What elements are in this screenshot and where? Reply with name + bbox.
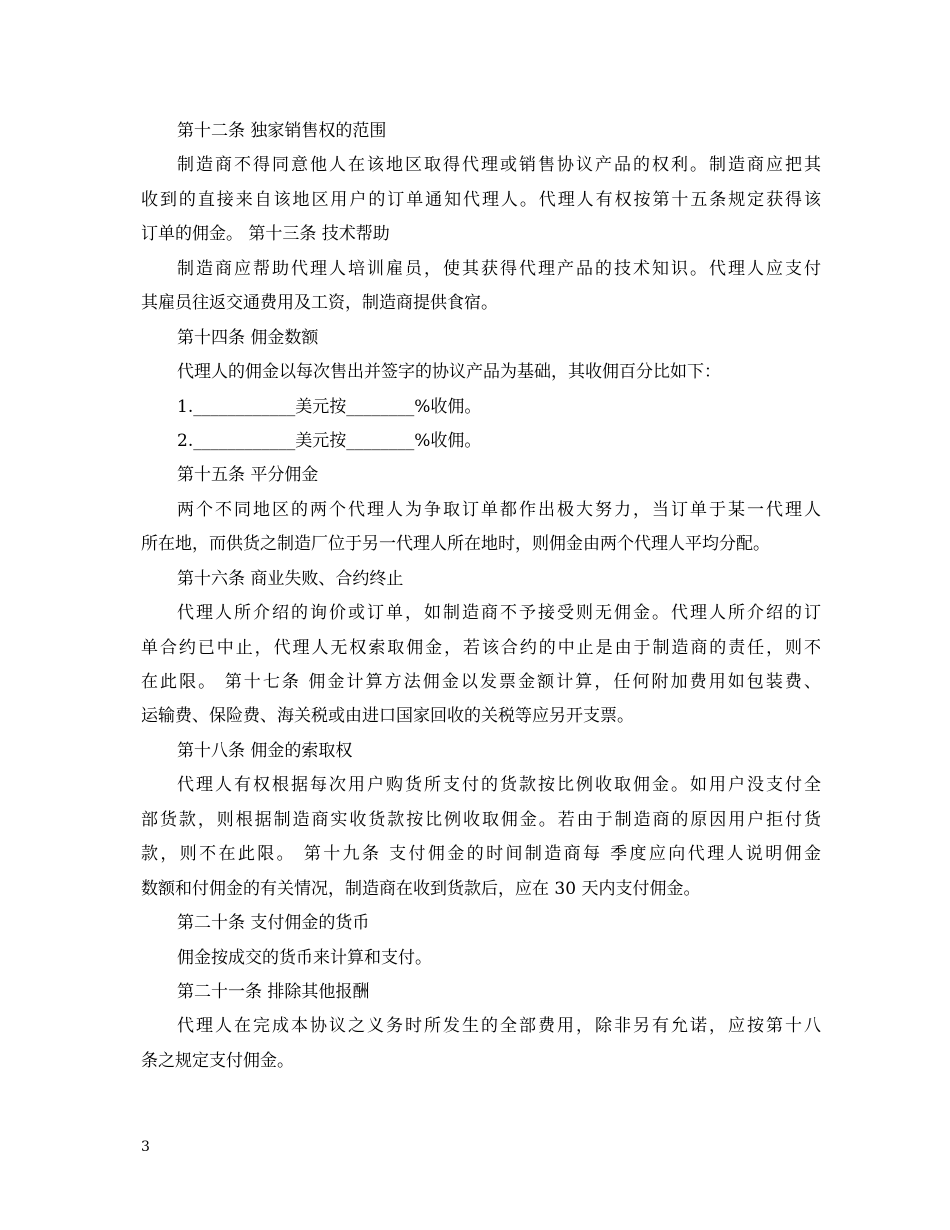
paragraph-line: 代理人所介绍的询价或订单，如制造商不予接受则无佣金。代理人所介绍的订 <box>177 603 821 624</box>
paragraph-line: 订单的佣金。 第十三条 技术帮助 <box>141 224 390 245</box>
paragraph-line: 单合约已中止，代理人无权索取佣金，若该合约的中止是由于制造商的责任，则不 <box>141 637 821 658</box>
paragraph-line: 其雇员往返交通费用及工资，制造商提供食宿。 <box>141 293 498 314</box>
document-body <box>141 116 821 1080</box>
article-heading: 第十四条 佣金数额 <box>177 327 319 348</box>
article-heading: 第十五条 平分佣金 <box>177 465 319 486</box>
article-heading: 第十八条 佣金的索取权 <box>177 740 353 761</box>
paragraph-line: 2.____________美元按________%收佣。 <box>177 430 482 451</box>
paragraph-line: 制造商不得同意他人在该地区取得代理或销售协议产品的权利。制造商应把其 <box>177 155 821 176</box>
paragraph-line: 两个不同地区的两个代理人为争取订单都作出极大努力，当订单于某一代理人 <box>177 499 821 520</box>
paragraph-line: 制造商应帮助代理人培训雇员，使其获得代理产品的技术知识。代理人应支付 <box>177 258 821 279</box>
page-number: 3 <box>141 1139 150 1155</box>
paragraph-line: 代理人在完成本协议之义务时所发生的全部费用，除非另有允诺，应按第十八 <box>177 1016 821 1037</box>
paragraph-line: 在此限。 第十七条 佣金计算方法佣金以发票金额计算，任何附加费用如包装费、 <box>141 672 821 692</box>
article-heading: 第二十条 支付佣金的货币 <box>177 913 370 934</box>
paragraph-line: 1.____________美元按________%收佣。 <box>177 396 482 417</box>
paragraph-line: 代理人的佣金以每次售出并签字的协议产品为基础，其收佣百分比如下： <box>177 362 721 383</box>
paragraph-line: 收到的直接来自该地区用户的订单通知代理人。代理人有权按第十五条规定获得该 <box>141 189 821 210</box>
paragraph-line: 佣金按成交的货币来计算和支付。 <box>177 947 432 968</box>
article-heading: 第二十一条 排除其他报酬 <box>177 981 370 1002</box>
paragraph-line: 款，则不在此限。 第十九条 支付佣金的时间制造商每 季度应向代理人说明佣金 <box>141 844 821 865</box>
paragraph-line: 所在地，而供货之制造厂位于另一代理人所在地时，则佣金由两个代理人平均分配。 <box>141 534 770 555</box>
paragraph-line: 部货款，则根据制造商实收货款按比例收取佣金。若由于制造商的原因用户拒付货 <box>141 809 821 830</box>
paragraph-line: 代理人有权根据每次用户购货所支付的货款按比例收取佣金。如用户没支付全 <box>177 775 821 796</box>
article-heading: 第十六条 商业失败、合约终止 <box>177 568 404 589</box>
paragraph-line: 数额和付佣金的有关情况，制造商在收到货款后，应在 30 天内支付佣金。 <box>141 878 701 899</box>
paragraph-line: 运输费、保险费、海关税或由进口国家回收的关税等应另开支票。 <box>141 706 634 727</box>
article-heading: 第十二条 独家销售权的范围 <box>177 121 387 141</box>
paragraph-line: 条之规定支付佣金。 <box>141 1050 294 1071</box>
